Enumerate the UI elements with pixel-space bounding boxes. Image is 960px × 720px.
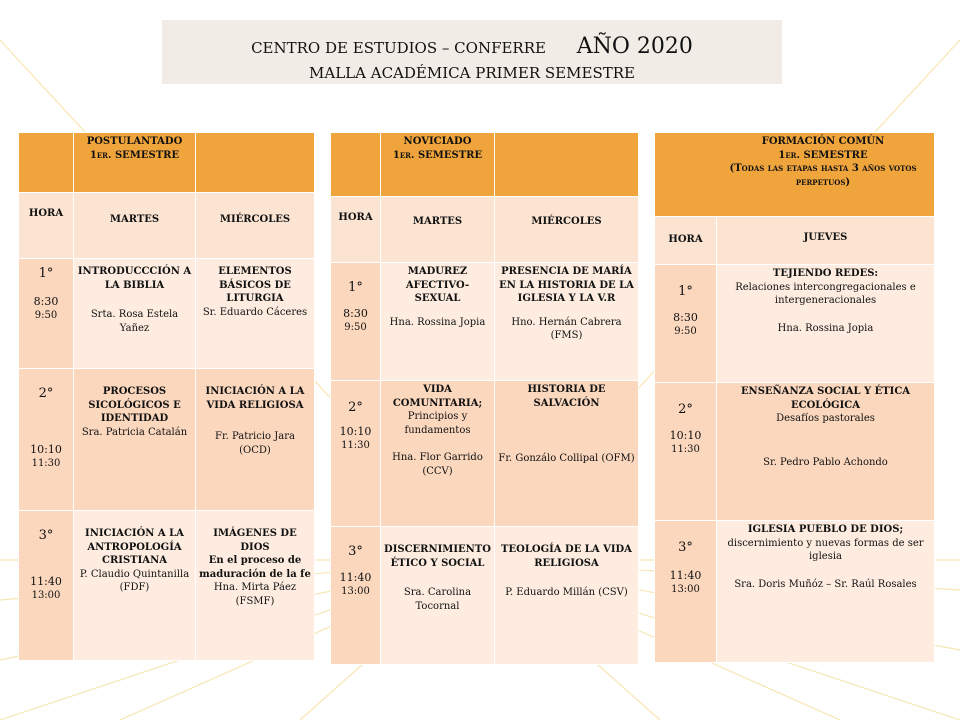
class-cell: INICIACIÓN A LA ANTROPOLOGÍA CRISTIANA P. Claudio Quintanilla (FDF)	[74, 511, 196, 661]
header-empty	[196, 133, 315, 193]
class-cell: IGLESIA PUEBLO DE DIOS; discernimiento y nuevas formas de ser iglesia Sra. Doris Muñóz – Sr. Raúl Rosales	[717, 521, 935, 663]
centro-title: CENTRO DE ESTUDIOS – CONFERRE	[251, 39, 546, 57]
class-cell: DISCERNIMIENTO ÉTICO Y SOCIAL Sra. Carolina Tocornal	[381, 527, 495, 665]
stage-name: FORMACIÓN COMÚN	[761, 136, 885, 147]
header-corner	[331, 133, 381, 197]
day-miercoles: MIÉRCOLES	[196, 193, 315, 259]
year-label: AÑO 2020	[576, 34, 693, 59]
stage-note: (Todas las etapas hasta 3 años votos perpetuos)	[729, 163, 917, 188]
hora-label: HORA	[331, 197, 381, 263]
class-cell: PROCESOS SICOLÓGICOS E IDENTIDAD Sra. Patricia Catalán	[74, 369, 196, 511]
class-cell: VIDA COMUNITARIA; Principios y fundamentos Hna. Flor Garrido (CCV)	[381, 381, 495, 527]
hora-label: HORA	[19, 193, 74, 259]
slot-1: 1° 8:30 9:50	[19, 259, 74, 369]
day-miercoles: MIÉRCOLES	[495, 197, 639, 263]
header-empty	[495, 133, 639, 197]
class-cell: INICIACIÓN A LA VIDA RELIGIOSA Fr. Patricio Jara (OCD)	[196, 369, 315, 511]
stage-semester: 1er. SEMESTRE	[392, 149, 483, 161]
slot-1: 1° 8:30 9:50	[655, 265, 717, 383]
stage-header	[74, 133, 196, 193]
class-cell: MADUREZ AFECTIVO-SEXUAL Hna. Rossina Jopia	[381, 263, 495, 381]
slot-1: 1° 8:30 9:50	[331, 263, 381, 381]
formacion-table	[654, 132, 935, 663]
class-cell: TEOLOGÍA DE LA VIDA RELIGIOSA P. Eduardo Millán (CSV)	[495, 527, 639, 665]
class-cell: HISTORIA DE SALVACIÓN Fr. Gonzálo Collipal (OFM)	[495, 381, 639, 527]
class-cell: IMÁGENES DE DIOS En el proceso de maduración de la fe Hna. Mirta Páez (FSMF)	[196, 511, 315, 661]
class-cell: ELEMENTOS BÁSICOS DE LITURGIA Sr. Eduardo Cáceres	[196, 259, 315, 369]
slot-2: 2° 10:10 11:30	[19, 369, 74, 511]
title-line-1	[162, 34, 782, 59]
stage-semester: 1er. SEMESTRE	[89, 149, 180, 161]
stage-name: POSTULANTADO	[86, 136, 183, 147]
class-cell: ENSEÑANZA SOCIAL Y ÉTICA ECOLÓGICA Desafíos pastorales Sr. Pedro Pablo Achondo	[717, 383, 935, 521]
day-martes: MARTES	[381, 197, 495, 263]
postulantado-table	[18, 132, 315, 661]
day-martes: MARTES	[74, 193, 196, 259]
stage-name: NOVICIADO	[403, 136, 472, 147]
class-cell: TEJIENDO REDES: Relaciones intercongregacionales e intergeneracionales Hna. Rossina Jopia	[717, 265, 935, 383]
slot-2: 2° 10:10 11:30	[331, 381, 381, 527]
title-line-2: MALLA ACADÉMICA PRIMER SEMESTRE	[309, 64, 635, 82]
title-box	[162, 20, 782, 84]
hora-label: HORA	[655, 217, 717, 265]
stage-semester: 1er. SEMESTRE	[778, 149, 868, 161]
slot-3: 3° 11:40 13:00	[331, 527, 381, 665]
header-corner	[19, 133, 74, 193]
day-jueves: JUEVES	[717, 217, 935, 265]
stage-header	[381, 133, 495, 197]
slot-2: 2° 10:10 11:30	[655, 383, 717, 521]
class-cell: PRESENCIA DE MARÍA EN LA HISTORIA DE LA IGLESIA Y LA V.R Hno. Hernán Cabrera (FMS)	[495, 263, 639, 381]
noviciado-table	[330, 132, 639, 665]
stage-header	[655, 133, 935, 217]
slot-3: 3° 11:40 13:00	[655, 521, 717, 663]
class-cell: INTRODUCCCIÓN A LA BIBLIA Srta. Rosa Estela Yañez	[74, 259, 196, 369]
slot-3: 3° 11:40 13:00	[19, 511, 74, 661]
